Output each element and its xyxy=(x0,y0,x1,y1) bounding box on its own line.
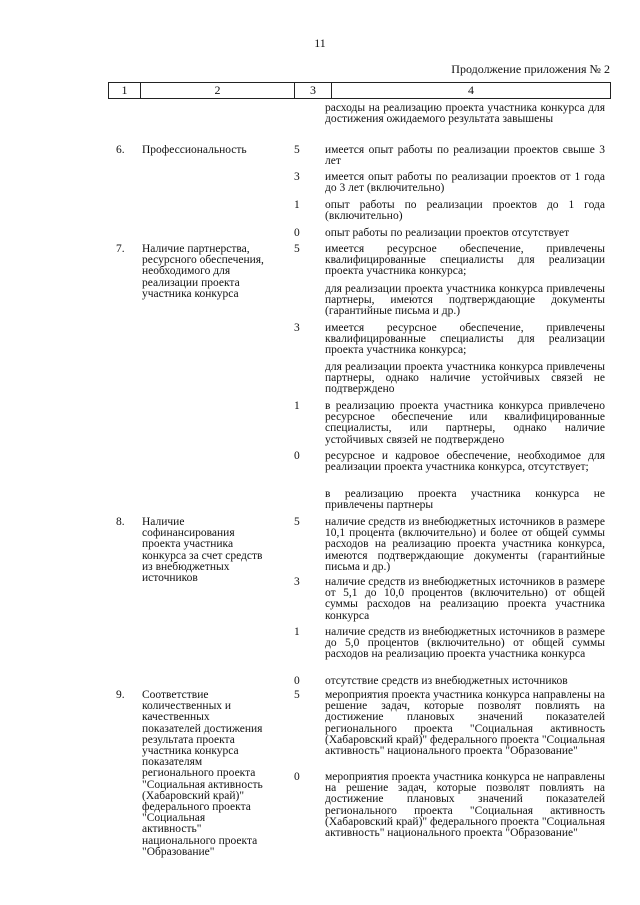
score-value: 1 xyxy=(294,199,300,211)
score-description: в реализацию проекта участника конкурса привлечено ресурсное обеспечение или квалифицированные специалисты, или партнеры, однако наличие устойчивых связей не подтверждено xyxy=(325,400,605,446)
page-number: 11 xyxy=(314,36,326,50)
score-description: имеется опыт работы по реализации проектов от 1 года до 3 лет (включительно) xyxy=(325,171,605,195)
score-value: 3 xyxy=(294,322,300,334)
score-description: отсутствие средств из внебюджетных источников xyxy=(325,675,568,687)
criterion-name: Наличие партнерства, ресурсного обеспечения, необходимого для реализации проекта участника конкурса xyxy=(142,243,264,300)
score-value: 3 xyxy=(294,171,300,183)
score-description: ресурсное и кадровое обеспечение, необходимое для реализации проекта участника конкурса, отсутствует; xyxy=(325,450,605,474)
column-header-2: 2 xyxy=(141,83,295,98)
score-description: опыт работы по реализации проектов отсутствует xyxy=(325,227,570,239)
score-description: имеется ресурсное обеспечение, привлечены квалифицированные специалисты для реализации проекта участника конкурса; xyxy=(325,243,605,278)
score-value: 5 xyxy=(294,243,300,255)
score-value: 5 xyxy=(294,144,300,156)
column-header-3: 3 xyxy=(295,83,332,98)
criterion-name: Наличие софинансирования проекта участника конкурса за счет средств из внебюджетных источников xyxy=(142,516,263,585)
criterion-name: Соответствие количественных и качественных показателей достижения результата проекта участника конкурса показателям регионального проекта "Социальная активность (Хабаровский край)" федерального проекта "Социальная активность" национального проекта "Образование" xyxy=(142,689,263,858)
score-description: имеется опыт работы по реализации проектов свыше 3 лет xyxy=(325,144,605,168)
score-value: 0 xyxy=(294,771,300,783)
row-number: 6. xyxy=(116,144,125,156)
score-value: 0 xyxy=(294,227,300,239)
score-value: 5 xyxy=(294,516,300,528)
score-description: наличие средств из внебюджетных источников в размере от 5,1 до 10,0 процентов (включительно) от общей суммы расходов на реализацию проекта участника конкурса xyxy=(325,576,605,622)
column-header-1: 1 xyxy=(109,83,141,98)
score-description: имеется ресурсное обеспечение, привлечены квалифицированные специалисты для реализации проекта участника конкурса; xyxy=(325,322,605,357)
score-description: в реализацию проекта участника конкурса не привлечены партнеры xyxy=(325,488,605,512)
row-number: 8. xyxy=(116,516,125,528)
score-description: для реализации проекта участника конкурса привлечены партнеры, имеются подтверждающие документы (гарантийные письма и др.) xyxy=(325,283,605,318)
criterion-name: Профессиональность xyxy=(142,144,247,156)
continuation-label: Продолжение приложения № 2 xyxy=(451,62,610,76)
score-description: опыт работы по реализации проектов до 1 года (включительно) xyxy=(325,199,605,223)
score-value: 0 xyxy=(294,675,300,687)
score-value: 3 xyxy=(294,576,300,588)
score-value: 1 xyxy=(294,400,300,412)
score-description: для реализации проекта участника конкурса привлечены партнеры, однако наличие устойчивых связей не подтверждено xyxy=(325,361,605,396)
score-description: наличие средств из внебюджетных источников в размере до 5,0 процентов (включительно) от общей суммы расходов на реализацию проекта участника конкурса xyxy=(325,626,605,661)
column-header-4: 4 xyxy=(468,83,474,97)
continued-description: расходы на реализацию проекта участника конкурса для достижения ожидаемого результата завышены xyxy=(325,102,605,126)
row-number: 7. xyxy=(116,243,125,255)
score-description: мероприятия проекта участника конкурса направлены на решение задач, которые позволят повлиять на достижение плановых значений показателей регионального проекта "Социальная активность (Хабаровский край)" федерального проекта "Социальная активность" национального проекта "Образование" xyxy=(325,689,605,758)
score-value: 0 xyxy=(294,450,300,462)
score-value: 1 xyxy=(294,626,300,638)
score-description: наличие средств из внебюджетных источников в размере 10,1 процента (включительно) и более от общей суммы расходов на реализацию проекта участника конкурса, имеются подтверждающие документы (гарантийные письма и др.) xyxy=(325,516,605,573)
score-value: 5 xyxy=(294,689,300,701)
row-number: 9. xyxy=(116,689,125,701)
score-description: мероприятия проекта участника конкурса не направлены на решение задач, которые позволят повлиять на достижение плановых значений показателей регионального проекта "Социальная активность (Хабаровский край)" федерального проекта "Социальная активность" национального проекта "Образование" xyxy=(325,771,605,840)
